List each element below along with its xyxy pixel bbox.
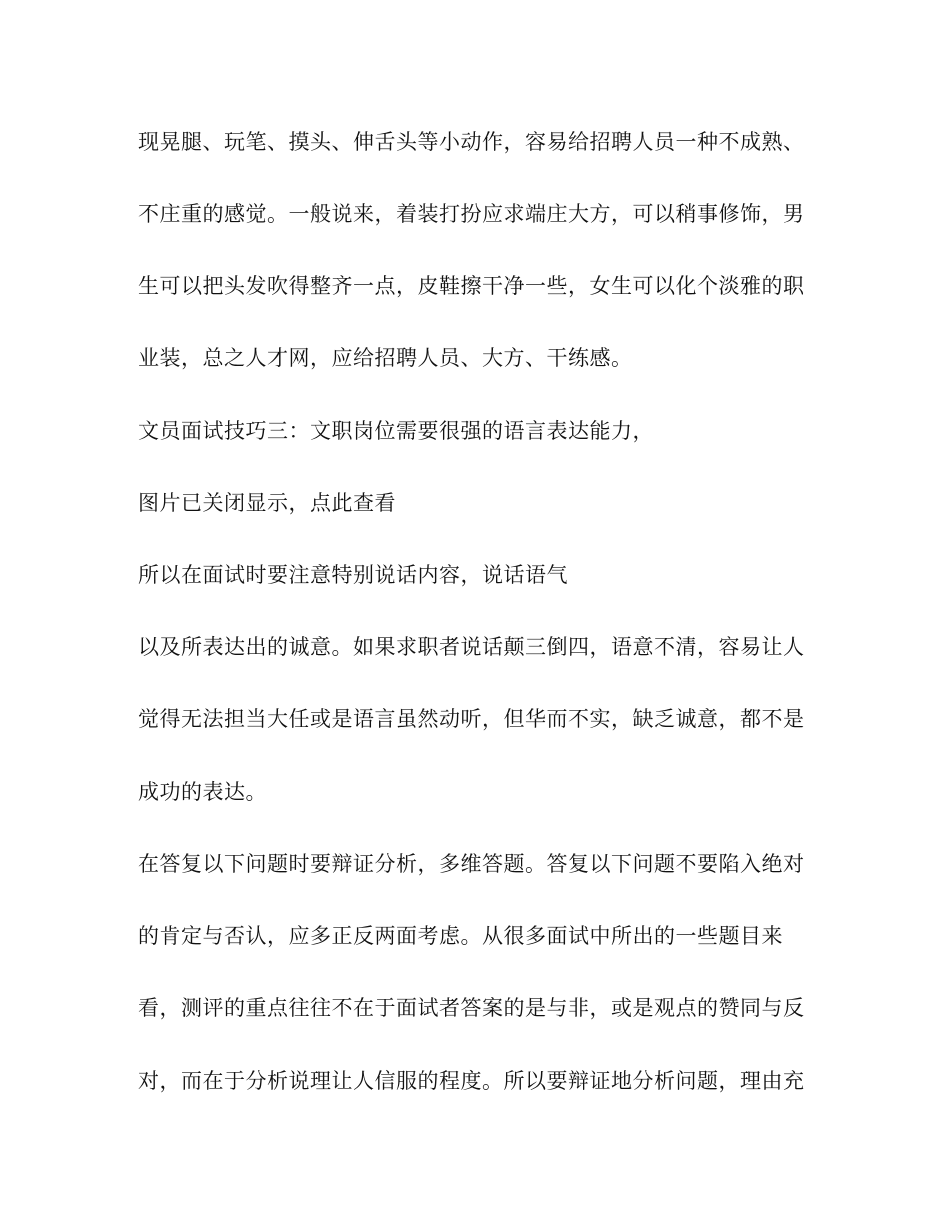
text-line: 在答复以下问题时要辩证分析，多维答题。答复以下问题不要陷入绝对 bbox=[138, 852, 805, 876]
text-line: 成功的表达。 bbox=[138, 780, 267, 804]
text-line: 现晃腿、玩笔、摸头、伸舌头等小动作，容易给招聘人员一种不成熟、 bbox=[138, 130, 805, 154]
section-heading: 文员面试技巧三：文职岗位需要很强的语言表达能力， bbox=[138, 419, 654, 443]
text-line: 看，测评的重点往往不在于面试者答案的是与非，或是观点的赞同与反 bbox=[138, 996, 805, 1020]
text-line: 的肯定与否认，应多正反两面考虑。从很多面试中所出的一些题目来 bbox=[138, 924, 783, 948]
text-line: 生可以把头发吹得整齐一点，皮鞋擦干净一些，女生可以化个淡雅的职 bbox=[138, 274, 805, 298]
text-line: 以及所表达出的诚意。如果求职者说话颠三倒四，语意不清，容易让人 bbox=[138, 635, 805, 659]
text-line: 所以在面试时要注意特别说话内容，说话语气 bbox=[138, 563, 568, 587]
text-line: 业装，总之人才网，应给招聘人员、大方、干练感。 bbox=[138, 346, 633, 370]
text-line: 对，而在于分析说理让人信服的程度。所以要辩证地分析问题，理由充 bbox=[138, 1069, 805, 1093]
text-line: 不庄重的感觉。一般说来，着装打扮应求端庄大方，可以稍事修饰，男 bbox=[138, 202, 805, 226]
text-line: 觉得无法担当大任或是语言虽然动听，但华而不实，缺乏诚意，都不是 bbox=[138, 707, 805, 731]
image-placeholder-link[interactable]: 图片已关闭显示，点此查看 bbox=[138, 491, 396, 515]
